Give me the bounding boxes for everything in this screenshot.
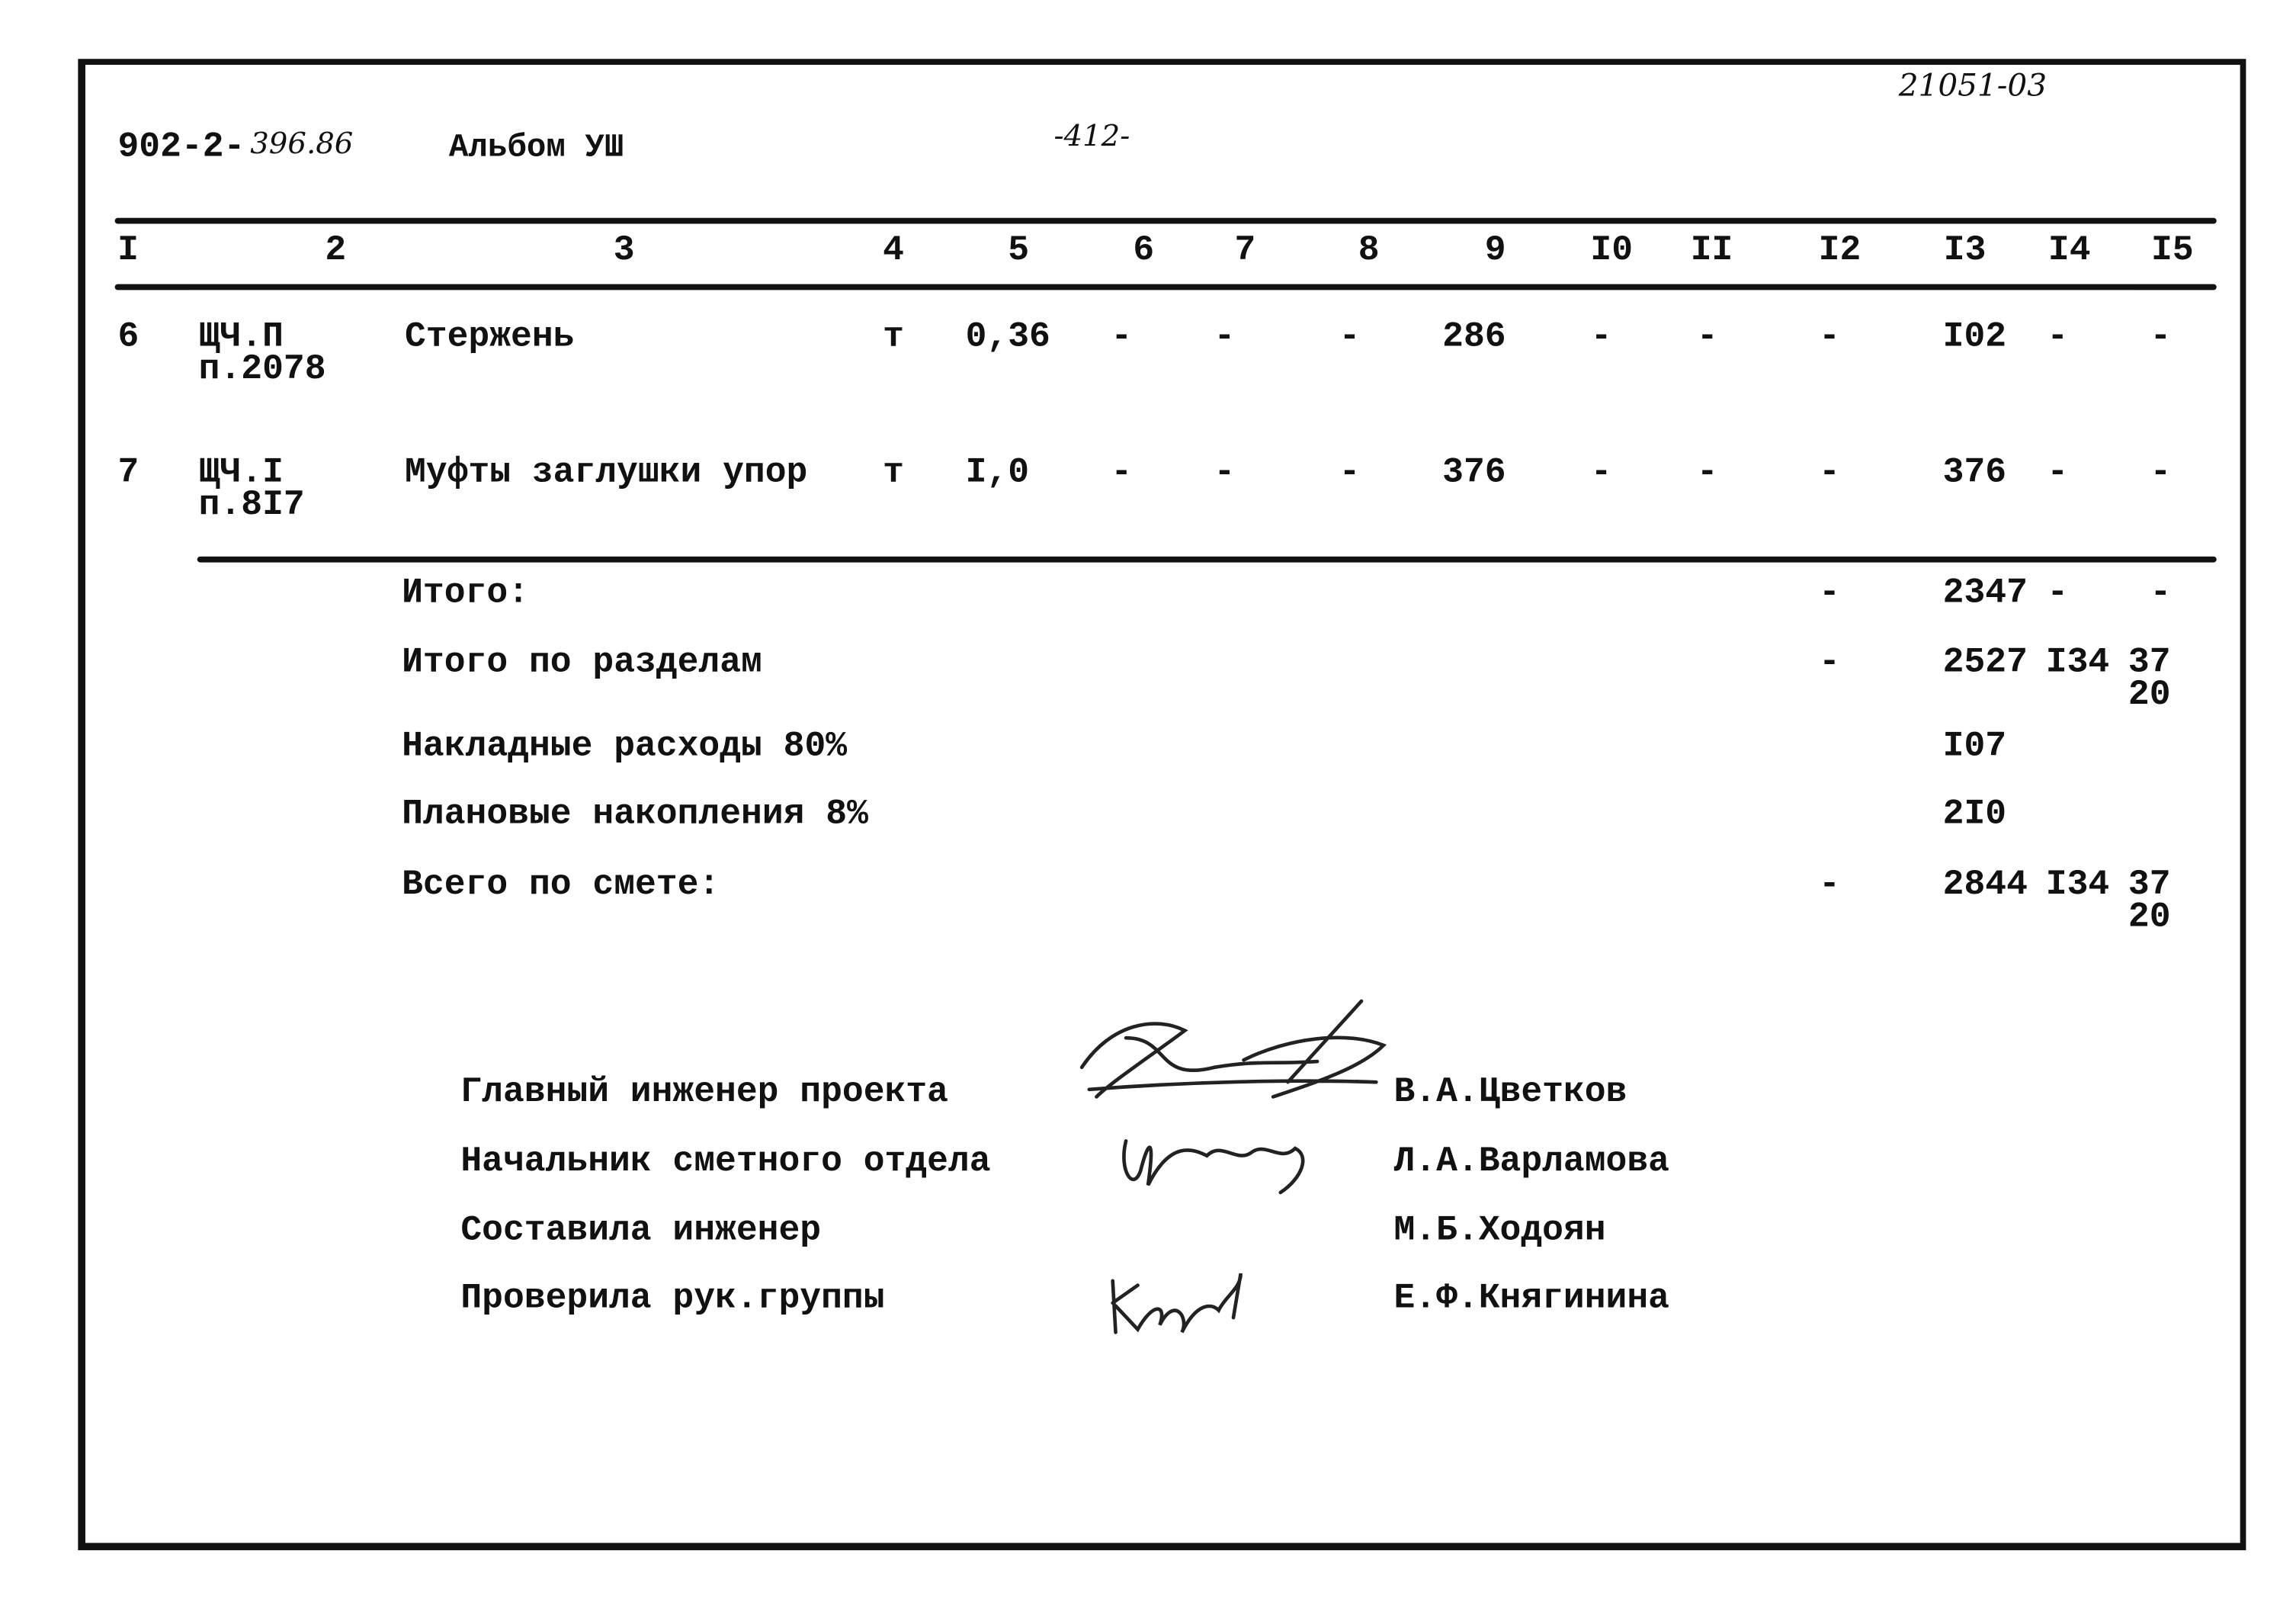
row-col9: 376 — [1442, 453, 1506, 493]
row-col12: - — [1819, 453, 1840, 493]
totals-col14: I34 — [2045, 643, 2110, 683]
handwritten-signature — [1104, 1112, 1325, 1208]
totals-col15: 37 — [2128, 643, 2171, 683]
totals-col12: - — [1819, 574, 1840, 615]
totals-label: Всего по смете: — [402, 865, 720, 906]
totals-col15-line2: 20 — [2128, 897, 2171, 938]
doc-code-handwritten: 396.86 — [250, 125, 354, 161]
row-col7: - — [1214, 453, 1236, 493]
archive-number: 21051-03 — [1898, 67, 2047, 104]
row-col8: - — [1339, 453, 1361, 493]
col-header: 6 — [1133, 231, 1155, 271]
signature-name: Е.Ф.Княгинина — [1393, 1279, 1669, 1319]
row-unit: т — [883, 318, 904, 358]
row-unit: т — [883, 453, 904, 493]
col-header: I4 — [2047, 231, 2091, 271]
row-col9: 286 — [1442, 318, 1506, 358]
col-header: I5 — [2151, 231, 2194, 271]
totals-col13: I07 — [1942, 727, 2007, 767]
totals-col14: - — [2047, 574, 2069, 615]
row-col7: - — [1214, 318, 1236, 358]
col-header: II — [1690, 231, 1733, 271]
totals-col15: - — [2150, 574, 2172, 615]
col-header: 5 — [1008, 231, 1030, 271]
col-header: 7 — [1234, 231, 1256, 271]
row-col6: - — [1111, 453, 1133, 493]
row-col12: - — [1819, 318, 1840, 358]
header-bottom-rule — [115, 284, 2217, 291]
row-col15: - — [2150, 453, 2172, 493]
col-header: 4 — [883, 231, 904, 271]
row-col10: - — [1590, 453, 1612, 493]
row-number: 6 — [117, 318, 139, 358]
row-name: Муфты заглушки упор — [404, 453, 808, 493]
row-reference: ЩЧ.I — [198, 453, 284, 493]
col-header: I — [117, 231, 139, 271]
row-col14: - — [2047, 453, 2069, 493]
row-col10: - — [1590, 318, 1612, 358]
signature-role: Составила инженер — [460, 1212, 822, 1252]
signature-role: Начальник сметного отдела — [460, 1142, 991, 1183]
col-header: 9 — [1484, 231, 1506, 271]
col-header: 2 — [325, 231, 347, 271]
signature-role: Главный инженер проекта — [460, 1073, 948, 1113]
totals-col13: 2844 — [1942, 865, 2028, 906]
doc-code: 902-2- — [117, 127, 245, 169]
row-col14: - — [2047, 318, 2069, 358]
row-col11: - — [1696, 318, 1718, 358]
handwritten-signature — [1101, 1259, 1262, 1347]
row-col13: 376 — [1942, 453, 2007, 493]
row-col15: - — [2150, 318, 2172, 358]
totals-label: Итого по разделам — [402, 643, 762, 683]
row-reference-line2: п.2078 — [198, 350, 326, 390]
table-top-rule — [115, 218, 2217, 224]
row-col8: - — [1339, 318, 1361, 358]
totals-label: Плановые накопления 8% — [402, 795, 868, 835]
totals-label: Накладные расходы 80% — [402, 727, 848, 767]
signature-name: В.А.Цветков — [1393, 1073, 1627, 1113]
row-col11: - — [1696, 453, 1718, 493]
page-number: -412- — [1053, 117, 1130, 153]
totals-col13: 2527 — [1942, 643, 2028, 683]
totals-col15: 37 — [2128, 865, 2171, 906]
album-label: Альбом УШ — [448, 129, 624, 167]
col-header: I2 — [1818, 231, 1861, 271]
totals-col12: - — [1819, 643, 1840, 683]
row-qty: 0,36 — [965, 318, 1050, 358]
totals-col14: I34 — [2045, 865, 2110, 906]
row-col6: - — [1111, 318, 1133, 358]
totals-col13: 2347 — [1942, 574, 2028, 615]
row-col13: I02 — [1942, 318, 2007, 358]
handwritten-signature — [1067, 994, 1398, 1119]
row-number: 7 — [117, 453, 139, 493]
totals-label: Итого: — [402, 574, 529, 615]
totals-col13: 2I0 — [1942, 795, 2007, 835]
signature-name: Л.А.Варламова — [1393, 1142, 1669, 1183]
row-qty: I,0 — [965, 453, 1030, 493]
totals-rule — [197, 557, 2217, 563]
col-header: 3 — [613, 231, 635, 271]
signature-role: Проверила рук.группы — [460, 1279, 885, 1319]
col-header: I0 — [1590, 231, 1634, 271]
signature-name: М.Б.Ходоян — [1393, 1212, 1606, 1252]
row-reference-line2: п.8I7 — [198, 486, 305, 526]
totals-col15-line2: 20 — [2128, 676, 2171, 716]
row-name: Стержень — [404, 318, 575, 358]
row-reference: ЩЧ.П — [198, 318, 284, 358]
col-header: 8 — [1358, 231, 1380, 271]
totals-col12: - — [1819, 865, 1840, 906]
col-header: I3 — [1943, 231, 1987, 271]
